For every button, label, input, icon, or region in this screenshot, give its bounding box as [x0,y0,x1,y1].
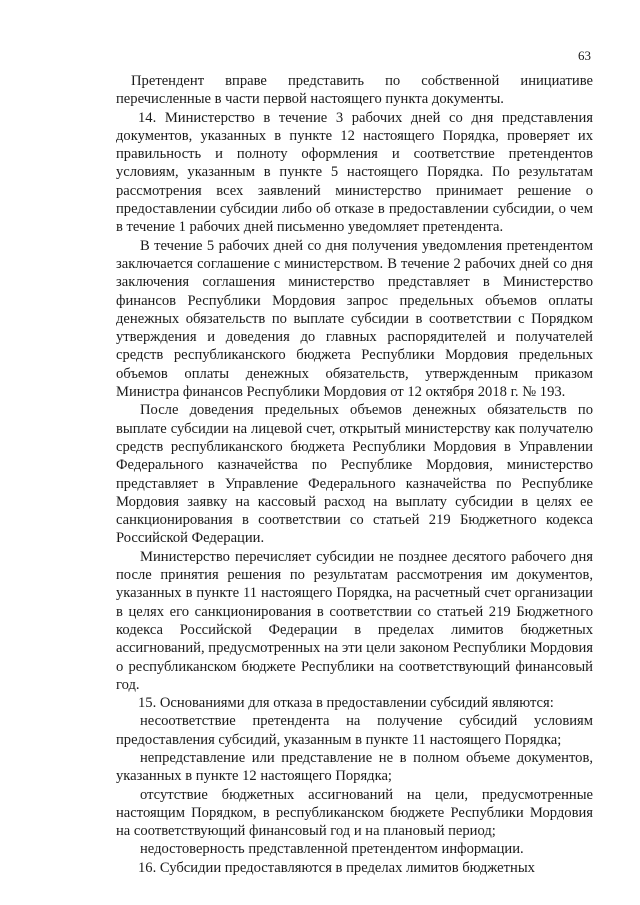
paragraph-refusal-reason-4: недостоверность представленной претендентом информации. [140,841,524,858]
paragraph-refusal-reason-1: несоответствие претендента на получение субсидий условиям предоставления субсидий, указанным в пункте 11 настоящего Порядка; [116,713,593,748]
paragraph-refusal-reason-3: отсутствие бюджетных ассигнований на цели, предусмотренные настоящим Порядком, в республиканском бюджете Республики Мордовия на соответствующий финансовый год и на плановый период; [116,786,593,840]
document-body [116,72,593,877]
paragraph-transfer: Министерство перечисляет субсидии не позднее десятого рабочего дня после принятия решения по результатам рассмотрения им документов, указанных в пункте 11 настоящего Порядка, на расчетный счет организации в целях его санкционирования в соответствии со статьей 219 Бюджетного кодекса Российской Федерации в пределах лимитов бюджетных ассигнований, предусмотренных на эти цели законом Республики Мордовия о республиканском бюджете Республики на соответствующий финансовый год. [116,548,593,693]
paragraph-refusal-reason-2: непредставление или представление не в полном объеме документов, указанных в пункте 12 настоящего Порядка; [116,749,593,785]
paragraph-point-16: 16. Субсидии предоставляются в пределах лимитов бюджетных [138,859,535,876]
paragraph-applicant-right: Претендент вправе представить по собственной инициативе перечисленные в части первой настоящего пункта документы. [116,73,593,108]
page-number: 63 [578,48,591,63]
paragraph-point-15: 15. Основаниями для отказа в предоставлении субсидий являются: [138,695,554,712]
paragraph-limits: После доведения предельных объемов денежных обязательств по выплате субсидии на лицевой счет, открытый министерству как получателю средств республиканского бюджета Республики Мордовия в Управлении Федерального казначейства по Республике Мордовия, министерство представляет в Управление Федерального казначейства по Республике Мордовия заявку на кассовый расход на выплату субсидии в целях ее санкционирования в соответствии со статьей 219 Бюджетного кодекса Российской Федерации. [116,402,593,547]
paragraph-point-14: 14. Министерство в течение 3 рабочих дней со дня представления документов, указанных в пункте 12 настоящего Порядка, проверяет их правильность и полноту оформления и соответствие претендентов условиям, указанным в пункте 5 настоящего Порядка. По результатам рассмотрения всех заявлений министерство принимает решение о предоставлении субсидии либо об отказе в предоставлении субсидии, о чем в течение 1 рабочих дней письменно уведомляет претендента. [116,109,593,236]
paragraph-agreement: В течение 5 рабочих дней со дня получения уведомления претендентом заключается соглашение с министерством. В течение 2 рабочих дней со дня заключения соглашения министерство представляет в Министерство финансов Республики Мордовия запрос предельных объемов оплаты денежных обязательств по выплате субсидии в соответствии с Порядком утверждения и доведения до главных распорядителей и получателей средств республиканского бюджета Республики Мордовия предельных объемов оплаты денежных обязательств, утвержденным приказом Министра финансов Республики Мордовия от 12 октября 2018 г. № 193. [116,237,593,401]
